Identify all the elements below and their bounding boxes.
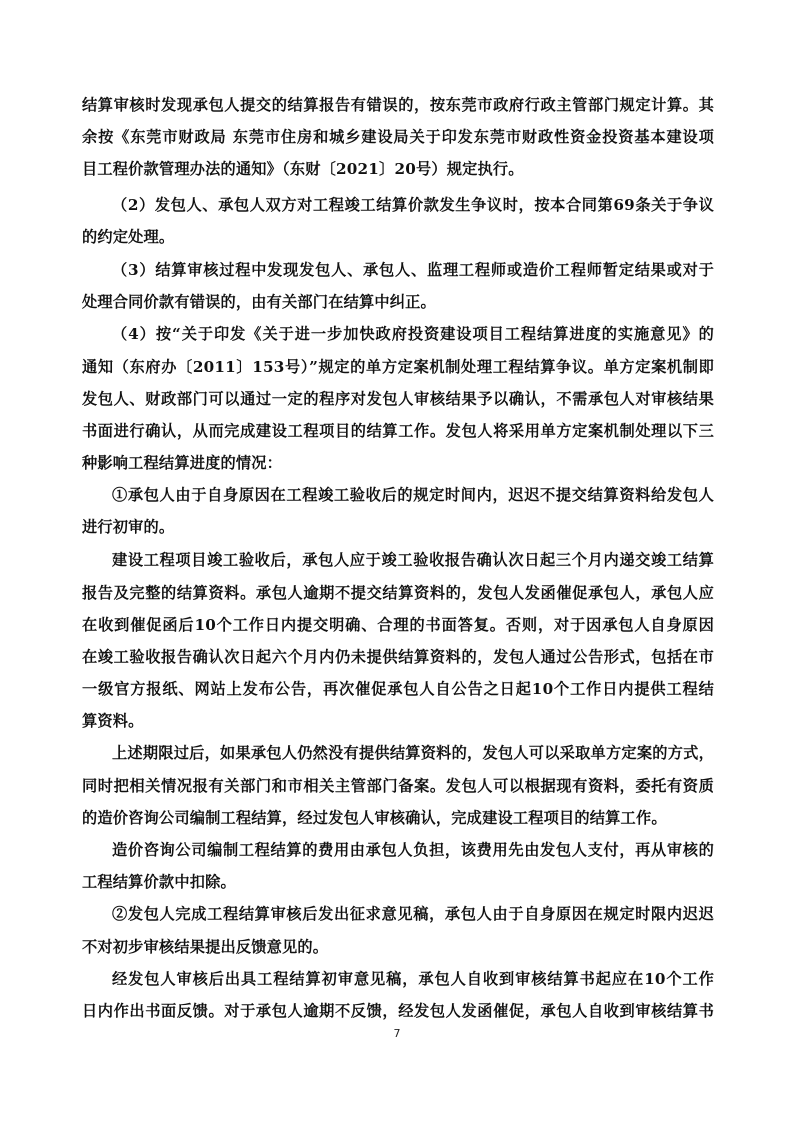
deadline-paragraph-line: 上述期限过后，如果承包人仍然没有提供结算资料的，发包人可以采取单方定案的方式， <box>112 744 714 762</box>
paragraph-4-line: 通知（东府办〔2011〕153号）”规定的单方定案机制处理工程结算争议。单方定案机制即 <box>82 358 714 376</box>
deadline-paragraph-line: 同时把相关情况报有关部门和市相关主管部门备案。发包人可以根据现有资料，委托有资质 <box>82 777 714 795</box>
cost-paragraph-line: 造价咨询公司编制工程结算的费用由承包人负担，该费用先由发包人支付，再从审核的 <box>112 841 714 859</box>
case-1-detail-line: 一级官方报纸、网站上发布公告，再次催促承包人自公告之日起10个工作日内提供工程结 <box>82 680 714 698</box>
case-1-detail-line: 在收到催促函后10个工作日内提交明确、合理的书面答复。否则，对于因承包人自身原因 <box>82 616 714 634</box>
deadline-paragraph-line: 的造价咨询公司编制工程结算，经过发包人审核确认，完成建设工程项目的结算工作。 <box>82 809 667 827</box>
paragraph-2-line: （2）发包人、承包人双方对工程竣工结算价款发生争议时，按本合同第69条关于争议 <box>112 196 714 214</box>
cost-paragraph-line: 工程结算价款中扣除。 <box>82 873 236 891</box>
paragraph-3-line: 处理合同价款有错误的，由有关部门在结算中纠正。 <box>82 293 436 311</box>
case-1-detail-line: 报告及完整的结算资料。承包人逾期不提交结算资料的，发包人发函催促承包人，承包人应 <box>82 584 714 602</box>
case-1-line: ①承包人由于自身原因在工程竣工验收后的规定时间内，迟迟不提交结算资料给发包人 <box>112 486 714 504</box>
case-2-line: ②发包人完成工程结算审核后发出征求意见稿，承包人由于自身原因在规定时限内迟迟 <box>112 905 714 923</box>
paragraph-4-line: 发包人、财政部门可以通过一定的程序对发包人审核结果予以确认，不需承包人对审核结果 <box>82 390 714 408</box>
case-1-detail-line: 在竣工验收报告确认次日起六个月内仍未提供结算资料的，发包人通过公告形式，包括在市 <box>82 648 714 666</box>
case-1-detail-line: 建设工程项目竣工验收后，承包人应于竣工验收报告确认次日起三个月内递交竣工结算 <box>112 551 714 569</box>
case-1-detail-line: 算资料。 <box>82 712 144 730</box>
body-text-line: 余按《东莞市财政局 东莞市住房和城乡建设局关于印发东莞市财政性资金投资基本建设项 <box>82 128 714 146</box>
paragraph-3-line: （3）结算审核过程中发现发包人、承包人、监理工程师或造价工程师暂定结果或对于 <box>112 261 714 279</box>
body-text-line: 结算审核时发现承包人提交的结算报告有错误的，按东莞市政府行政主管部门规定计算。其 <box>82 96 714 114</box>
body-text-line: 目工程价款管理办法的通知》（东财〔2021〕20号）规定执行。 <box>82 160 524 178</box>
paragraph-4-line: （4）按“关于印发《关于进一步加快政府投资建设项目工程结算进度的实施意见》的 <box>112 325 714 343</box>
case-2-detail-line: 经发包人审核后出具工程结算初审意见稿，承包人自收到审核结算书起应在10个工作 <box>112 970 714 988</box>
case-2-detail-line: 日内作出书面反馈。对于承包人逾期不反馈，经发包人发函催促，承包人自收到审核结算书 <box>82 1002 714 1020</box>
page-number: 7 <box>393 1027 401 1040</box>
case-1-line: 进行初审的。 <box>82 518 175 536</box>
paragraph-4-line: 书面进行确认，从而完成建设工程项目的结算工作。发包人将采用单方定案机制处理以下三 <box>82 422 714 440</box>
paragraph-2-line: 的约定处理。 <box>82 228 175 246</box>
case-2-line: 不对初步审核结果提出反馈意见的。 <box>82 938 329 956</box>
paragraph-4-line: 种影响工程结算进度的情况： <box>82 454 283 472</box>
